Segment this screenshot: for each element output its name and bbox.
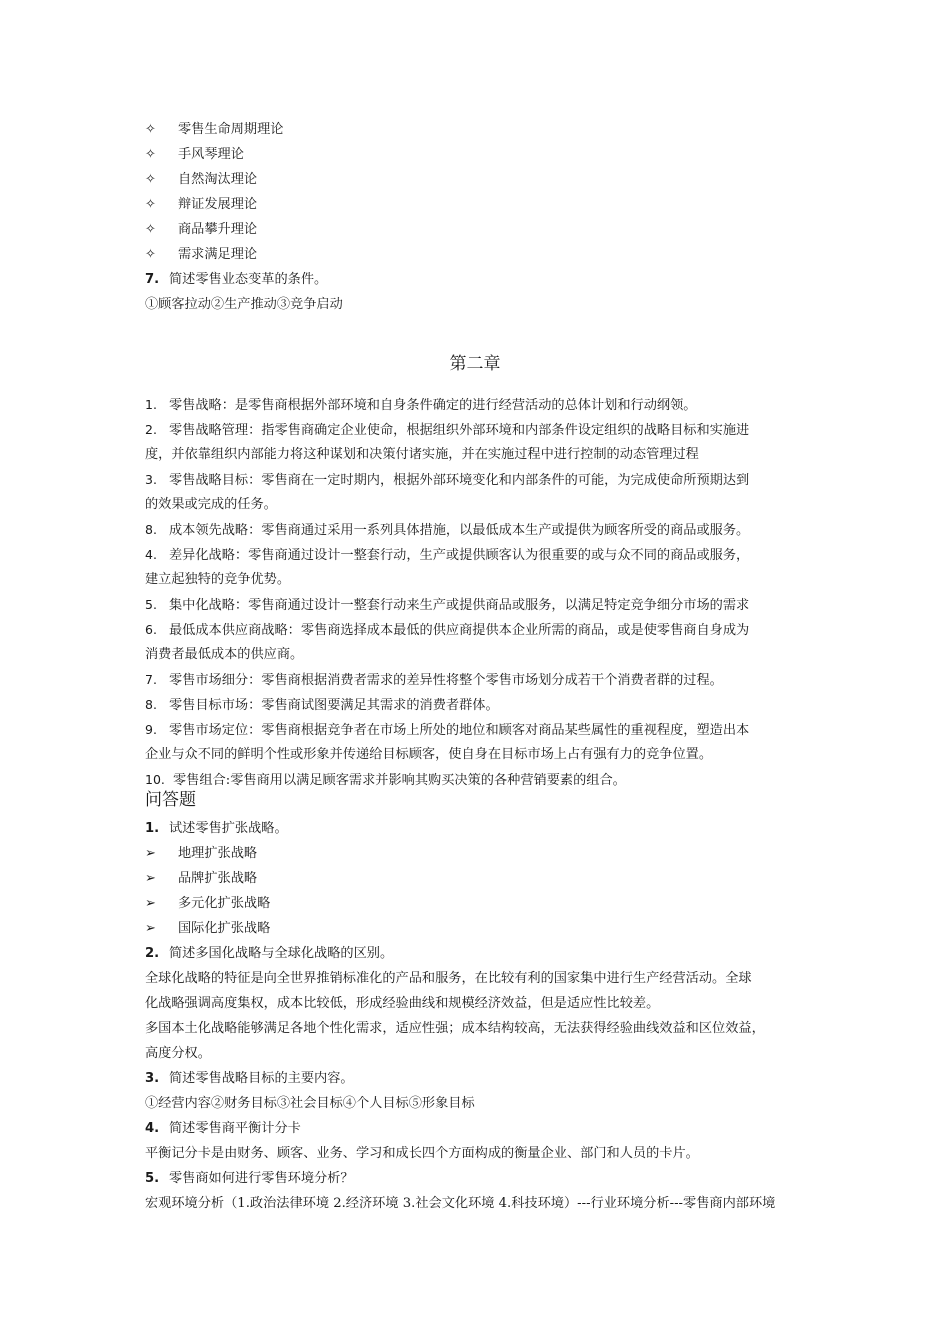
arrowhead-icon: ➢ xyxy=(145,896,156,911)
list-item: ✧ 自然淘汰理论 xyxy=(145,167,257,192)
definition-line: 度，并依靠组织内部能力将这种谋划和决策付诸实施，并在实施过程中进行控制的动态管理过程 xyxy=(145,447,699,462)
definition-line: 3. 零售战略目标：零售商在一定时期内，根据外部环境变化和内部条件的可能，为完成使命所预期达到 xyxy=(145,472,750,488)
list-item: ✧ 辩证发展理论 xyxy=(145,192,257,217)
four-point-star-icon: ✧ xyxy=(145,197,156,212)
list-item: ➢ 品牌扩张战略 xyxy=(145,866,257,891)
definition-line: 4. 差异化战略：零售商通过设计一整套行动，生产或提供顾客认为很重要的或与众不同的商品或服务， xyxy=(145,547,750,563)
answer-line: 宏观环境分析（1.政治法律环境 2.经济环境 3.社会文化环境 4.科技环境）---行业环境分析---零售商内部环境 xyxy=(145,1196,776,1211)
answer-line: 多国本土化战略能够满足各地个性化需求，适应性强；成本结构较高，无法获得经验曲线效益和区位效益， xyxy=(145,1021,765,1036)
list-item: ➢ 地理扩张战略 xyxy=(145,841,257,866)
answer-line: 化战略强调高度集权，成本比较低，形成经验曲线和规模经济效益，但是适应性比较差。 xyxy=(145,996,660,1011)
definition-line: 2. 零售战略管理：指零售商确定企业使命，根据组织外部环境和内部条件设定组织的战略目标和实施进 xyxy=(145,422,750,438)
list-item: ✧ 零售生命周期理论 xyxy=(145,117,284,142)
definition-line: 的效果或完成的任务。 xyxy=(145,497,277,512)
list-item: ➢ 国际化扩张战略 xyxy=(145,916,270,941)
question-3: 3. 简述零售战略目标的主要内容。 xyxy=(145,1071,354,1086)
definition-line: 8. 零售目标市场：零售商试图要满足其需求的消费者群体。 xyxy=(145,697,499,713)
question-1: 1. 试述零售扩张战略。 xyxy=(145,821,288,836)
answer-line: ①经营内容②财务目标③社会目标④个人目标⑤形象目标 xyxy=(145,1096,475,1111)
question-4: 4. 简述零售商平衡计分卡 xyxy=(145,1121,301,1136)
definition-line: 10. 零售组合:零售商用以满足顾客需求并影响其购买决策的各种营销要素的组合。 xyxy=(145,772,626,788)
definition-line: 8. 成本领先战略：零售商通过采用一系列具体措施，以最低成本生产或提供为顾客所受的商品或服务。 xyxy=(145,522,750,538)
section-heading: 问答题 xyxy=(145,790,196,810)
arrowhead-icon: ➢ xyxy=(145,871,156,886)
arrowhead-icon: ➢ xyxy=(145,921,156,936)
definition-line: 建立起独特的竞争优势。 xyxy=(145,572,291,587)
answer-line: 高度分权。 xyxy=(145,1046,211,1061)
question-2: 2. 简述多国化战略与全球化战略的区别。 xyxy=(145,946,394,961)
definition-line: 企业与众不同的鲜明个性或形象并传递给目标顾客，使自身在目标市场上占有强有力的竞争位置。 xyxy=(145,747,713,762)
definition-line: 6. 最低成本供应商战略：零售商选择成本最低的供应商提供本企业所需的商品，或是使零售商自身成为 xyxy=(145,622,750,638)
four-point-star-icon: ✧ xyxy=(145,147,156,162)
question-5: 5. 零售商如何进行零售环境分析？ xyxy=(145,1171,354,1186)
four-point-star-icon: ✧ xyxy=(145,222,156,237)
definition-line: 7. 零售市场细分：零售商根据消费者需求的差异性将整个零售市场划分成若干个消费者群的过程。 xyxy=(145,672,723,688)
arrowhead-icon: ➢ xyxy=(145,846,156,861)
list-item: ➢ 多元化扩张战略 xyxy=(145,891,270,916)
four-point-star-icon: ✧ xyxy=(145,172,156,187)
four-point-star-icon: ✧ xyxy=(145,122,156,137)
question-7: 7. 简述零售业态变革的条件。 xyxy=(145,272,328,287)
four-point-star-icon: ✧ xyxy=(145,247,156,262)
list-item: ✧ 手风琴理论 xyxy=(145,142,244,167)
definition-line: 1. 零售战略：是零售商根据外部环境和自身条件确定的进行经营活动的总体计划和行动纲领。 xyxy=(145,397,697,413)
answer-line: 全球化战略的特征是向全世界推销标准化的产品和服务，在比较有利的国家集中进行生产经营活动。全球 xyxy=(145,971,752,986)
answer-line: 平衡记分卡是由财务、顾客、业务、学习和成长四个方面构成的衡量企业、部门和人员的卡片。 xyxy=(145,1146,699,1161)
chapter-title: 第二章 xyxy=(449,354,501,374)
list-item: ✧ 需求满足理论 xyxy=(145,242,257,267)
definition-line: 消费者最低成本的供应商。 xyxy=(145,647,304,662)
definition-line: 5. 集中化战略：零售商通过设计一整套行动来生产或提供商品或服务，以满足特定竞争细分市场的需求 xyxy=(145,597,750,613)
answer-7: ①顾客拉动②生产推动③竞争启动 xyxy=(145,297,343,312)
definition-line: 9. 零售市场定位：零售商根据竞争者在市场上所处的地位和顾客对商品某些属性的重视程度，塑造出本 xyxy=(145,722,750,738)
list-item: ✧ 商品攀升理论 xyxy=(145,217,257,242)
